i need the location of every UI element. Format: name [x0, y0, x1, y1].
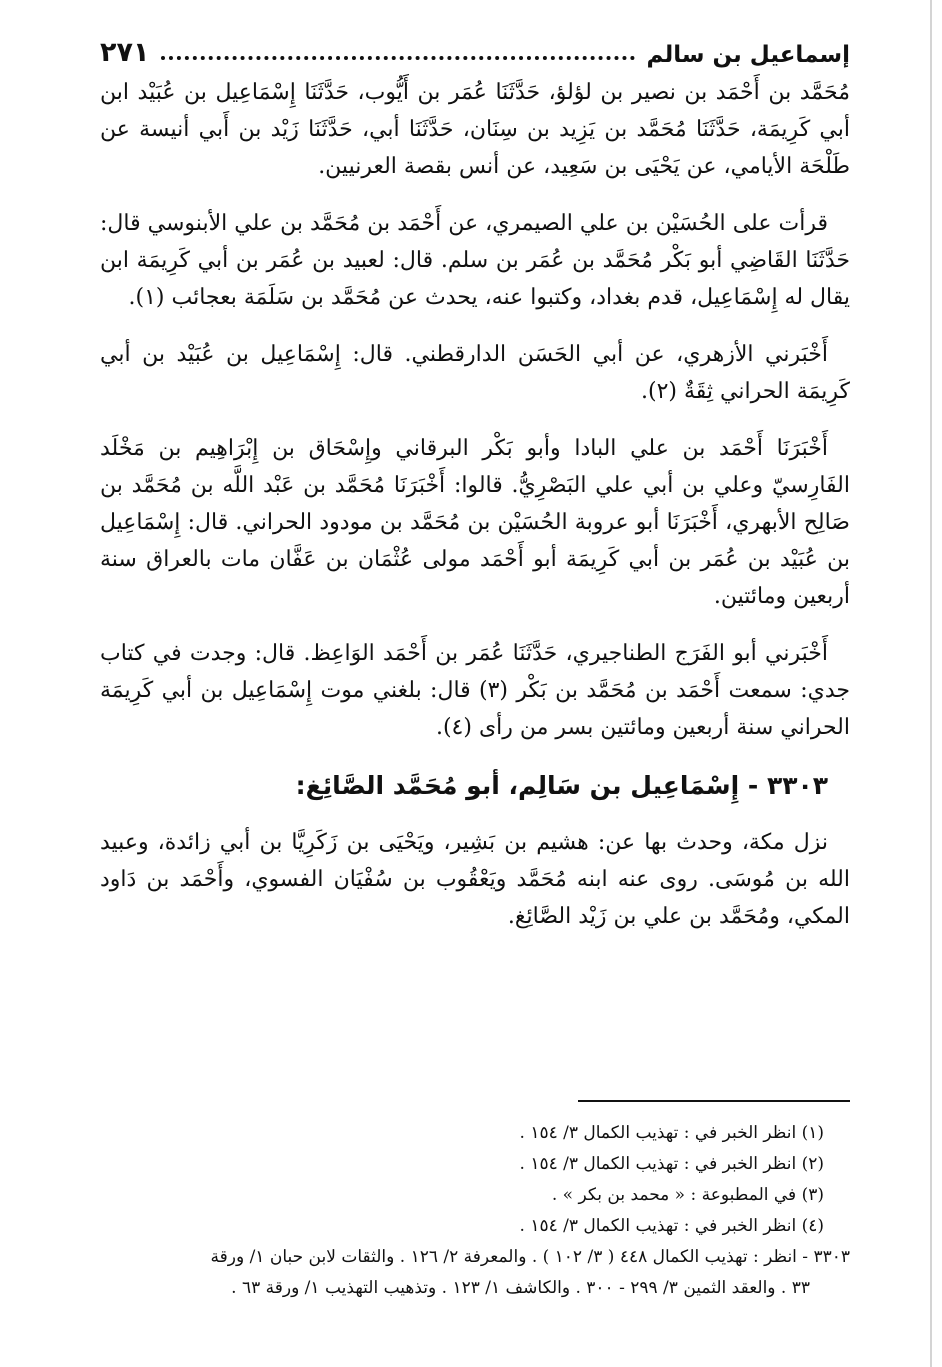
main-text: [100, 74, 850, 955]
footnote-1: (١) انظر الخبر في : تهذيب الكمال ٣/ ١٥٤ .: [519, 1123, 824, 1143]
page-header: [100, 28, 850, 68]
paragraph-1: مُحَمَّد بن أَحْمَد بن نصير بن لؤلؤ، حَدَّثَنَا عُمَر بن أَيُّوب، حَدَّثَنَا إِسْمَاعِيل بن عُبَيْد ابن أبي كَرِيمَة، حَدَّثَنَا مُحَمَّد بن يَزِيد بن سِنَان، حَدَّثَنَا أبي، حَدَّثَنَا زَيْد بن أَبي أنيسة عن طَلْحَة الأيامي، عن يَحْيَى بن سَعِيد، عن أنس بقصة العرنيين.: [100, 80, 850, 179]
footnote-4: (٤) انظر الخبر في : تهذيب الكمال ٣/ ١٥٤ .: [519, 1216, 824, 1236]
source-reference-line-2: ٣٣ . والعقد الثمين ٣/ ٢٩٩ - ٣٠٠ . والكاشف ١/ ١٢٣ . وتذهيب التهذيب ١/ ورقة ٦٣ .: [231, 1278, 810, 1298]
page-number: ٢٧١: [100, 37, 150, 68]
paragraph-2: قرأت على الحُسَيْن بن علي الصيمري، عن أَحْمَد بن مُحَمَّد بن علي الأبنوسي قال: حَدَّثَنَا القَاضِي أبو بَكْر مُحَمَّد بن عُمَر بن سلم. قال: لعبيد بن عُمَر بن أبي كَرِيمَة ابن يقال له إِسْمَاعِيل، قدم بغداد، وكتبوا عنه، يحدث عن مُحَمَّد بن سَلَمَة بعجائب (١).: [100, 211, 850, 310]
paragraph-5: أَخْبَرني أبو الفَرَج الطناجيري، حَدَّثَنَا عُمَر بن أَحْمَد الوَاعِظ. قال: وجدت في كتاب جدي: سمعت أَحْمَد بن مُحَمَّد بن بَكْر (٣) قال: بلغني موت إِسْمَاعِيل بن أبي كَرِيمَة الحراني سنة أربعين ومائتين بسر من رأى (٤).: [100, 641, 850, 740]
header-leader-dots: [161, 56, 634, 60]
footnote-separator: [578, 1100, 850, 1102]
page-edge-line: [930, 0, 932, 1367]
paragraph-3: أَخْبَرني الأزهري، عن أبي الحَسَن الدارقطني. قال: إِسْمَاعِيل بن عُبَيْد بن أبي كَرِيمَة الحراني ثِقَةٌ (٢).: [100, 342, 850, 404]
footnote-3: (٣) في المطبوعة : « محمد بن بكر » .: [551, 1185, 824, 1205]
entry-heading: ٣٣٠٣ - إِسْمَاعِيل بن سَالِم، أبو مُحَمَّد الصَّائِغ:: [295, 771, 828, 800]
paragraph-4: أَخْبَرَنَا أَحْمَد بن علي البادا وأبو بَكْر البرقاني وإِسْحَاق بن إِبْرَاهِيم بن مَخْلَد الفَارِسيّ وعلي بن أبي علي البَصْرِيُّ. قالوا: أَخْبَرَنَا مُحَمَّد بن عَبْد اللَّه بن مُحَمَّد بن صَالِح الأبهري، أَخْبَرَنَا أبو عروبة الحُسَيْن بن مُحَمَّد بن مودود الحراني. قال: إِسْمَاعِيل بن عُبَيْد بن عُمَر بن أبي كَرِيمَة أبو أَحْمَد مولى عُثْمَان بن عَفَّان مات بالعراق سنة أربعين ومائتين.: [100, 436, 850, 609]
entry-body: نزل مكة، وحدث بها عن: هشيم بن بَشِير، ويَحْيَى بن زَكَرِيَّا بن أبي زائدة، وعبيد الله بن مُوسَى. روى عنه ابنه مُحَمَّد ويَعْقُوب بن سُفْيَان الفسوي، وأَحْمَد بن دَاود المكي، ومُحَمَّد بن علي بن زَيْد الصَّائِغ.: [100, 830, 850, 929]
source-reference-line-1: ٣٣٠٣ - انظر : تهذيب الكمال ٤٤٨ ( ٣/ ١٠٢ ) . والمعرفة ٢/ ١٢٦ . والثقات لابن حبان ١/ ورقة: [210, 1247, 850, 1267]
running-title: إسماعيل بن سالم: [646, 42, 850, 68]
footnote-2: (٢) انظر الخبر في : تهذيب الكمال ٣/ ١٥٤ .: [519, 1154, 824, 1174]
footnotes: [100, 1100, 850, 1304]
